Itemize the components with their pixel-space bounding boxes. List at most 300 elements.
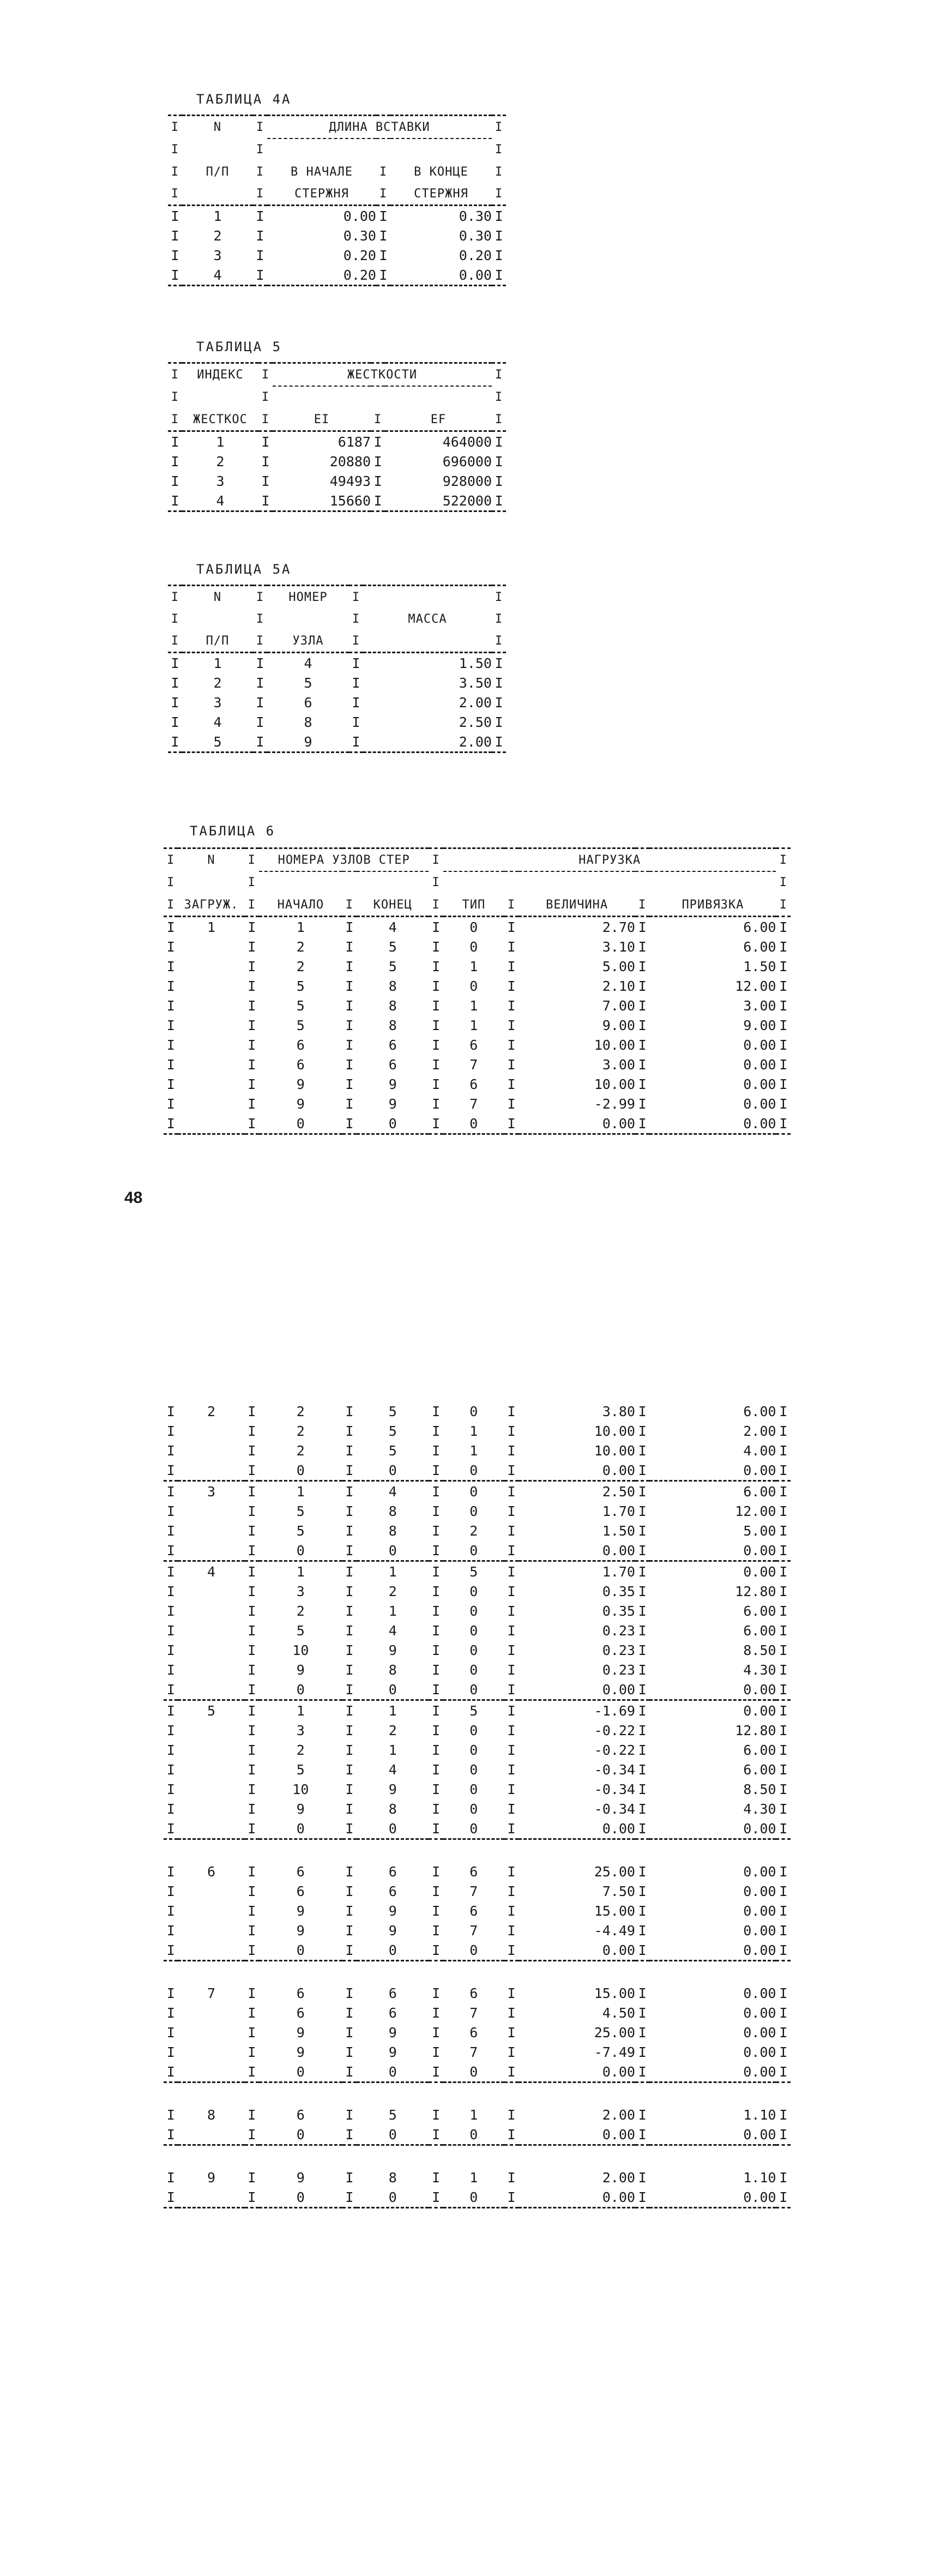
- cell-binding: 6.00: [743, 1622, 776, 1639]
- column-rule: I: [507, 958, 516, 974]
- column-rule: I: [779, 1722, 788, 1738]
- cell-load-case: 6: [207, 1863, 216, 1880]
- column-rule: I: [432, 1781, 441, 1797]
- col-index: ИНДЕКС: [197, 368, 244, 382]
- column-rule: I: [345, 1642, 354, 1658]
- column-rule: I: [638, 1603, 647, 1619]
- column-rule: I: [166, 1622, 175, 1639]
- table-row: [164, 2124, 791, 2145]
- cell-start-node: 9: [296, 1922, 305, 1939]
- column-rule: I: [166, 1903, 175, 1919]
- column-rule: I: [373, 453, 382, 470]
- column-rule: I: [171, 733, 179, 750]
- column-rule: I: [495, 267, 503, 283]
- cell-type: 1: [469, 997, 478, 1014]
- cell-end: 0.00: [459, 267, 492, 283]
- column-rule: I: [345, 1423, 354, 1439]
- column-rule: I: [345, 1603, 354, 1619]
- column-rule: I: [507, 1681, 516, 1698]
- column-rule: I: [507, 1583, 516, 1599]
- cell-type: 0: [469, 1781, 478, 1797]
- column-rule: I: [166, 2044, 175, 2060]
- column-rule: I: [248, 1863, 256, 1880]
- cell-start-node: 9: [296, 2044, 305, 2060]
- column-rule: I: [248, 1096, 256, 1112]
- cell-start-node: 1: [296, 1483, 305, 1500]
- table-row: [164, 1921, 791, 1940]
- cell-end-node: 8: [388, 1662, 397, 1678]
- cell-end-node: 9: [388, 1922, 397, 1939]
- cell-type: 0: [469, 919, 478, 935]
- col-pp: П/П: [206, 634, 230, 648]
- column-rule: I: [507, 1115, 516, 1131]
- column-rule: I: [166, 1115, 175, 1131]
- column-rule: I: [779, 997, 788, 1014]
- column-rule: I: [261, 473, 270, 489]
- column-rule: I: [779, 1037, 788, 1053]
- column-rule: I: [379, 267, 388, 283]
- column-rule: I: [432, 919, 441, 935]
- cell-value: -0.22: [594, 1742, 635, 1758]
- column-rule: I: [248, 2169, 256, 2186]
- col-insert-length: ДЛИНА ВСТАВКИ: [329, 120, 430, 134]
- table-row: [164, 1779, 791, 1799]
- cell-n: 3: [213, 694, 222, 711]
- column-rule: I: [248, 2106, 256, 2123]
- cell-end-node: 6: [388, 2005, 397, 2021]
- column-rule: I: [779, 1096, 788, 1112]
- cell-start-node: 9: [296, 1096, 305, 1112]
- column-rule: I: [507, 978, 516, 994]
- cell-binding: 0.00: [743, 1056, 776, 1073]
- cell-value: 25.00: [594, 2024, 635, 2041]
- cell-start-node: 6: [296, 1985, 305, 2001]
- column-rule: I: [432, 1742, 441, 1758]
- column-rule: I: [248, 1722, 256, 1738]
- cell-end-node: 9: [388, 1781, 397, 1797]
- column-rule: I: [345, 1702, 354, 1719]
- cell-end: 0.30: [459, 227, 492, 244]
- column-rule: I: [345, 1801, 354, 1817]
- cell-start-node: 2: [296, 1603, 305, 1619]
- cell-type: 1: [469, 2106, 478, 2123]
- cell-index: 4: [216, 492, 225, 509]
- column-rule: I: [432, 1403, 441, 1419]
- column-rule: I: [432, 1423, 441, 1439]
- column-rule: I: [507, 1903, 516, 1919]
- cell-type: 0: [469, 1583, 478, 1599]
- cell-load-case: 3: [207, 1483, 216, 1500]
- column-rule: I: [432, 1622, 441, 1639]
- table6-part1: I N I НОМЕРА УЗЛОВ СТЕР I НАГРУЗКА I I I I I I ЗАГРУЖ. I НАЧАЛО I КОНЕЦ I ТИП I ВЕЛИЧИНА I ПРИВЯЗКА I I 1 I 1 I 4 I 0 I 2.70 I 6.00 I I I 2 I 5 I 0 I 3.10 I 6.00 I I I 2 I 5 I 1 I 5.00 I 1.50 I I I 5 I 8 I 0 I 2.10 I 12.00 I I I 5 I 8 I 1 I 7.00 I 3.00 I I I 5 I 8 I 1 I 9.00 I 9.00 I I I 6 I 6 I 6 I 10.00 I 0.00 I I I 6 I 6 I 7 I 3.00 I 0.00 I I I 9 I 9 I 6 I 10.00 I 0.00 I I I 9 I 9 I 7 I -2.99 I 0.00 I I I 0 I 0 I 0 I 0.00 I 0.00 I: [164, 847, 791, 1135]
- column-rule: I: [345, 1115, 354, 1131]
- cell-end-node: 9: [388, 2024, 397, 2041]
- column-rule: I: [248, 1681, 256, 1698]
- cell-start-node: 1: [296, 1563, 305, 1580]
- column-rule: I: [166, 1702, 175, 1719]
- cell-end-node: 8: [388, 1503, 397, 1519]
- cell-value: 0.00: [602, 2126, 635, 2142]
- col-stiffness: ЖЕСТКОСТИ: [347, 368, 418, 382]
- cell-end-node: 9: [388, 1642, 397, 1658]
- table-row: [164, 1581, 791, 1601]
- column-rule: I: [256, 247, 264, 263]
- cell-end-node: 9: [388, 1903, 397, 1919]
- column-rule: I: [379, 247, 388, 263]
- column-rule: I: [507, 1423, 516, 1439]
- column-rule: I: [432, 1681, 441, 1698]
- col-ef: EF: [430, 412, 447, 426]
- cell-end: 0.20: [459, 247, 492, 263]
- column-rule: I: [779, 2063, 788, 2080]
- column-rule: I: [166, 1583, 175, 1599]
- column-rule: I: [779, 2005, 788, 2021]
- table-row: [168, 712, 506, 732]
- table6-caption: ТАБЛИЦА 6: [190, 823, 276, 839]
- column-rule: I: [166, 1483, 175, 1500]
- cell-value: 3.00: [602, 1056, 635, 1073]
- column-rule: I: [166, 1863, 175, 1880]
- cell-value: -0.34: [594, 1761, 635, 1778]
- cell-value: -7.49: [594, 2044, 635, 2060]
- cell-end-node: 0: [388, 2189, 397, 2205]
- table5: I ИНДЕКС I ЖЕСТКОСТИ I I I I I ЖЕСТКОС I EI I EF I I 1 I 6187 I 464000 I I 2 I 20880 I 696000 I I 3 I 49493 I 928000 I I 4 I 15660 I 522000 I: [168, 362, 506, 512]
- cell-type: 0: [469, 1722, 478, 1738]
- cell-type: 0: [469, 1603, 478, 1619]
- cell-type: 2: [469, 1522, 478, 1539]
- cell-load-case: 9: [207, 2169, 216, 2186]
- table-row: [164, 1740, 791, 1760]
- column-rule: I: [507, 1801, 516, 1817]
- column-rule: I: [507, 1017, 516, 1033]
- column-rule: I: [507, 1622, 516, 1639]
- cell-binding: 6.00: [743, 938, 776, 955]
- column-rule: I: [248, 1403, 256, 1419]
- cell-type: 1: [469, 1423, 478, 1439]
- table-row: [164, 2003, 791, 2023]
- column-rule: I: [166, 1722, 175, 1738]
- column-rule: I: [166, 1642, 175, 1658]
- cell-type: 0: [469, 938, 478, 955]
- cell-start-node: 0: [296, 1942, 305, 1958]
- column-rule: I: [779, 1442, 788, 1459]
- cell-value: 2.00: [602, 2106, 635, 2123]
- column-rule: I: [166, 1423, 175, 1439]
- column-rule: I: [166, 1742, 175, 1758]
- cell-start-node: 0: [296, 1542, 305, 1558]
- column-rule: I: [638, 1801, 647, 1817]
- cell-binding: 0.00: [743, 2024, 776, 2041]
- table-row: [164, 1114, 791, 1134]
- table-row: [164, 1819, 791, 1839]
- cell-binding: 0.00: [743, 2044, 776, 2060]
- column-rule: I: [248, 1442, 256, 1459]
- column-rule: I: [166, 1076, 175, 1092]
- cell-n: 2: [213, 675, 222, 691]
- cell-end-node: 8: [388, 1801, 397, 1817]
- column-rule: I: [507, 1942, 516, 1958]
- column-rule: I: [345, 1820, 354, 1837]
- column-rule: I: [638, 1037, 647, 1053]
- cell-start-node: 9: [296, 1076, 305, 1092]
- column-rule: I: [166, 997, 175, 1014]
- column-rule: I: [779, 1761, 788, 1778]
- cell-type: 1: [469, 2169, 478, 2186]
- column-rule: I: [638, 1403, 647, 1419]
- cell-ei: 15660: [329, 492, 371, 509]
- column-rule: I: [432, 997, 441, 1014]
- column-rule: I: [256, 655, 264, 671]
- col-value: ВЕЛИЧИНА: [546, 898, 608, 912]
- cell-load-case: 1: [207, 919, 216, 935]
- cell-end-node: 2: [388, 1722, 397, 1738]
- column-rule: I: [256, 267, 264, 283]
- column-rule: I: [248, 1742, 256, 1758]
- cell-type: 7: [469, 2005, 478, 2021]
- column-rule: I: [166, 919, 175, 935]
- column-rule: I: [171, 655, 179, 671]
- column-rule: I: [345, 1503, 354, 1519]
- column-rule: I: [345, 1742, 354, 1758]
- cell-binding: 0.00: [743, 1542, 776, 1558]
- column-rule: I: [166, 1403, 175, 1419]
- column-rule: I: [256, 208, 264, 224]
- table-row: [164, 1983, 791, 2003]
- cell-value: 2.70: [602, 919, 635, 935]
- cell-value: 0.00: [602, 2063, 635, 2080]
- column-rule: I: [779, 1017, 788, 1033]
- column-rule: I: [373, 492, 382, 509]
- column-rule: I: [248, 2005, 256, 2021]
- column-rule: I: [507, 1820, 516, 1837]
- column-rule: I: [166, 1442, 175, 1459]
- column-rule: I: [432, 1863, 441, 1880]
- cell-start-node: 2: [296, 1403, 305, 1419]
- cell-type: 0: [469, 1483, 478, 1500]
- table-row: [168, 452, 506, 471]
- cell-binding: 5.00: [743, 1522, 776, 1539]
- column-rule: I: [507, 1603, 516, 1619]
- column-rule: I: [638, 2189, 647, 2205]
- column-rule: I: [638, 938, 647, 955]
- column-rule: I: [638, 1681, 647, 1698]
- column-rule: I: [248, 1883, 256, 1899]
- cell-end-node: 5: [388, 958, 397, 974]
- column-rule: I: [779, 958, 788, 974]
- table-row: [164, 1074, 791, 1094]
- column-rule: I: [638, 1985, 647, 2001]
- table-row: [168, 432, 506, 452]
- cell-binding: 1.10: [743, 2169, 776, 2186]
- column-rule: I: [166, 2005, 175, 2021]
- column-rule: I: [638, 1096, 647, 1112]
- column-rule: I: [166, 1603, 175, 1619]
- cell-end-node: 6: [388, 1037, 397, 1053]
- column-rule: I: [638, 1702, 647, 1719]
- column-rule: I: [779, 1820, 788, 1837]
- column-rule: I: [166, 2106, 175, 2123]
- column-rule: I: [779, 1742, 788, 1758]
- table-row: [164, 1401, 791, 1421]
- column-rule: I: [256, 733, 264, 750]
- cell-end-node: 8: [388, 997, 397, 1014]
- column-rule: I: [166, 938, 175, 955]
- cell-binding: 6.00: [743, 1742, 776, 1758]
- cell-index: 1: [216, 434, 225, 450]
- column-rule: I: [779, 2044, 788, 2060]
- column-rule: I: [432, 1603, 441, 1619]
- column-rule: I: [345, 2044, 354, 2060]
- cell-value: 25.00: [594, 1863, 635, 1880]
- column-rule: I: [248, 1781, 256, 1797]
- cell-load-case: 4: [207, 1563, 216, 1580]
- table-row: [164, 1760, 791, 1779]
- col-binding: ПРИВЯЗКА: [682, 898, 744, 912]
- cell-binding: 0.00: [743, 1702, 776, 1719]
- column-rule: I: [779, 2169, 788, 2186]
- cell-end-node: 0: [388, 1115, 397, 1131]
- column-rule: I: [248, 1503, 256, 1519]
- column-rule: I: [495, 453, 503, 470]
- column-rule: I: [432, 1761, 441, 1778]
- cell-binding: 0.00: [743, 1922, 776, 1939]
- cell-type: 0: [469, 1820, 478, 1837]
- table-row: [164, 1015, 791, 1035]
- column-rule: I: [779, 1883, 788, 1899]
- cell-binding: 0.00: [743, 1462, 776, 1478]
- column-rule: I: [166, 1922, 175, 1939]
- cell-binding: 6.00: [743, 919, 776, 935]
- column-rule: I: [432, 2106, 441, 2123]
- cell-value: -2.99: [594, 1096, 635, 1112]
- column-rule: I: [248, 1761, 256, 1778]
- cell-binding: 12.80: [735, 1722, 776, 1738]
- cell-binding: 12.80: [735, 1583, 776, 1599]
- cell-start-node: 0: [296, 2126, 305, 2142]
- cell-type: 0: [469, 1622, 478, 1639]
- column-rule: I: [507, 1462, 516, 1478]
- column-rule: I: [166, 1985, 175, 2001]
- table-row: [164, 1094, 791, 1114]
- column-rule: I: [507, 1503, 516, 1519]
- cell-binding: 0.00: [743, 1681, 776, 1698]
- table-row: [164, 917, 791, 937]
- table-row: [164, 1441, 791, 1460]
- column-rule: I: [166, 2169, 175, 2186]
- cell-type: 7: [469, 2044, 478, 2060]
- cell-value: 0.00: [602, 1681, 635, 1698]
- column-rule: I: [345, 2024, 354, 2041]
- column-rule: I: [779, 1681, 788, 1698]
- column-rule: I: [779, 2106, 788, 2123]
- table-row: [164, 976, 791, 996]
- cell-value: 10.00: [594, 1037, 635, 1053]
- column-rule: I: [166, 1801, 175, 1817]
- column-rule: I: [432, 1503, 441, 1519]
- column-rule: I: [507, 1542, 516, 1558]
- column-rule: I: [248, 1702, 256, 1719]
- cell-value: 10.00: [594, 1442, 635, 1459]
- column-rule: I: [345, 1017, 354, 1033]
- column-rule: I: [248, 958, 256, 974]
- col-pp: П/П: [206, 165, 230, 179]
- column-rule: I: [345, 1681, 354, 1698]
- cell-binding: 3.00: [743, 997, 776, 1014]
- column-rule: I: [171, 714, 179, 730]
- cell-binding: 0.00: [743, 1985, 776, 2001]
- column-rule: I: [432, 2024, 441, 2041]
- table-row: [168, 206, 506, 226]
- cell-end-node: 0: [388, 1820, 397, 1837]
- cell-value: 0.00: [602, 1462, 635, 1478]
- column-rule: I: [495, 473, 503, 489]
- column-rule: I: [638, 1742, 647, 1758]
- table-row: [168, 673, 506, 693]
- table-row: [164, 1035, 791, 1055]
- column-rule: I: [345, 938, 354, 955]
- cell-type: 6: [469, 1903, 478, 1919]
- column-rule: I: [779, 1662, 788, 1678]
- column-rule: I: [495, 492, 503, 509]
- cell-binding: 6.00: [743, 1761, 776, 1778]
- column-rule: I: [507, 1442, 516, 1459]
- table-row: [164, 1901, 791, 1921]
- column-rule: I: [432, 1056, 441, 1073]
- column-rule: I: [779, 1922, 788, 1939]
- table-row: [164, 2187, 791, 2208]
- cell-start-node: 6: [296, 1883, 305, 1899]
- cell-start-node: 2: [296, 1442, 305, 1459]
- column-rule: I: [248, 1037, 256, 1053]
- column-rule: I: [345, 1522, 354, 1539]
- cell-binding: 1.10: [743, 2106, 776, 2123]
- table-row: [164, 1460, 791, 1481]
- table4a: I N I ДЛИНА ВСТАВКИ I I I I I П/П I В НАЧАЛЕ I В КОНЦЕ I I I СТЕРЖНЯ I СТЕРЖНЯ I I 1 I 0.00 I 0.30 I I 2 I 0.30 I 0.30 I I 3 I 0.20 I 0.20 I I 4 I 0.20 I 0.00 I: [168, 115, 506, 286]
- column-rule: I: [248, 1922, 256, 1939]
- cell-binding: 12.00: [735, 978, 776, 994]
- column-rule: I: [345, 1883, 354, 1899]
- cell-end-node: 1: [388, 1702, 397, 1719]
- cell-start-node: 0: [296, 2063, 305, 2080]
- cell-type: 7: [469, 1922, 478, 1939]
- cell-value: 7.00: [602, 997, 635, 1014]
- column-rule: I: [495, 227, 503, 244]
- cell-type: 6: [469, 1037, 478, 1053]
- cell-binding: 2.00: [743, 1423, 776, 1439]
- column-rule: I: [261, 492, 270, 509]
- cell-mass: 2.50: [459, 714, 492, 730]
- column-rule: I: [432, 1563, 441, 1580]
- cell-value: 1.70: [602, 1503, 635, 1519]
- column-rule: I: [638, 997, 647, 1014]
- cell-type: 0: [469, 1801, 478, 1817]
- column-rule: I: [638, 1462, 647, 1478]
- column-rule: I: [171, 492, 179, 509]
- column-rule: I: [638, 2106, 647, 2123]
- column-rule: I: [507, 1761, 516, 1778]
- column-rule: I: [166, 1096, 175, 1112]
- cell-value: 2.50: [602, 1483, 635, 1500]
- column-rule: I: [166, 1681, 175, 1698]
- column-rule: I: [507, 2024, 516, 2041]
- column-rule: I: [432, 1462, 441, 1478]
- column-rule: I: [345, 1076, 354, 1092]
- column-rule: I: [166, 2024, 175, 2041]
- cell-start-node: 10: [292, 1781, 309, 1797]
- cell-node: 5: [304, 675, 312, 691]
- column-rule: I: [779, 1985, 788, 2001]
- table-row: [164, 1562, 791, 1581]
